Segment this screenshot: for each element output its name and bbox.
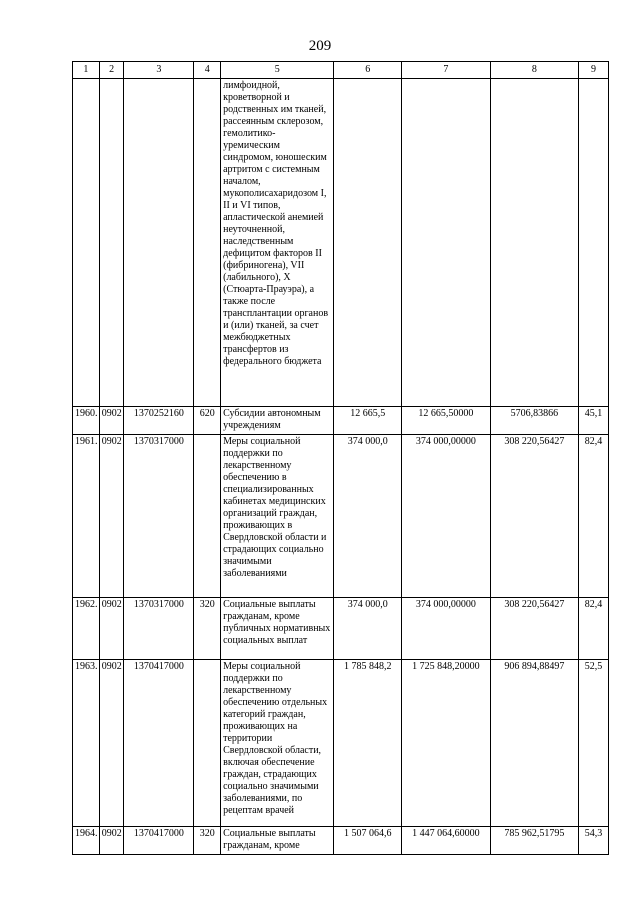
header-row bbox=[73, 62, 609, 79]
planned-amount: 1 785 848,2 bbox=[334, 660, 402, 827]
expense-type-code: 320 bbox=[194, 827, 221, 855]
expense-type-code: 620 bbox=[194, 407, 221, 435]
header-col-5: 5 bbox=[221, 62, 334, 79]
header-col-8: 8 bbox=[490, 62, 578, 79]
header-col-6: 6 bbox=[334, 62, 402, 79]
row-number: 1962. bbox=[73, 598, 100, 660]
page-number: 209 bbox=[308, 38, 332, 54]
planned-amount: 1 507 064,6 bbox=[334, 827, 402, 855]
executed-amount: 308 220,56427 bbox=[490, 435, 578, 598]
approved-amount: 1 447 064,60000 bbox=[402, 827, 490, 855]
row-number: 1960. bbox=[73, 407, 100, 435]
header-col-4: 4 bbox=[194, 62, 221, 79]
expense-type-code bbox=[194, 79, 221, 407]
execution-percent: 82,4 bbox=[579, 435, 609, 598]
item-name: Меры социальной поддержки по лекарственному обеспечению в специализированных кабинетах медицинских организаций граждан, проживающих в Свердловской области и страдающих социально значимыми заболеваниями bbox=[221, 435, 334, 598]
expense-type-code bbox=[194, 435, 221, 598]
row-number: 1961. bbox=[73, 435, 100, 598]
header-col-7: 7 bbox=[402, 62, 490, 79]
row-number: 1963. bbox=[73, 660, 100, 827]
table-row bbox=[73, 435, 609, 598]
planned-amount: 374 000,0 bbox=[334, 435, 402, 598]
executed-amount: 308 220,56427 bbox=[490, 598, 578, 660]
executed-amount: 785 962,51795 bbox=[490, 827, 578, 855]
section-code: 0902 bbox=[99, 598, 124, 660]
budget-table bbox=[72, 61, 609, 855]
item-name: Социальные выплаты гражданам, кроме bbox=[221, 827, 334, 855]
execution-percent: 54,3 bbox=[579, 827, 609, 855]
execution-percent: 52,5 bbox=[579, 660, 609, 827]
header-col-1: 1 bbox=[73, 62, 100, 79]
planned-amount bbox=[334, 79, 402, 407]
table-body bbox=[73, 79, 609, 855]
item-name: лимфоидной, кроветворной и родственных им тканей, рассеянным склерозом, гемолитико-уремическим синдромом, юношеским артритом с системным началом, мукополисахаридозом I, II и VI типов, апластической анемией неуточненной, наследственным дефицитом факторов II (фибриногена), VII (лабильного), X (Стюарта-Прауэра), а также после трансплантации органов и (или) тканей, за счет межбюджетных трансфертов из федерального бюджета bbox=[221, 79, 334, 407]
item-name: Меры социальной поддержки по лекарственному обеспечению отдельных категорий граждан, проживающих на территории Свердловской области, включая обеспечение граждан, страдающих социально значимыми заболеваниями, по рецептам врачей bbox=[221, 660, 334, 827]
target-article-code: 1370252160 bbox=[124, 407, 194, 435]
header-col-9: 9 bbox=[579, 62, 609, 79]
execution-percent: 45,1 bbox=[579, 407, 609, 435]
approved-amount: 374 000,00000 bbox=[402, 598, 490, 660]
header-col-3: 3 bbox=[124, 62, 194, 79]
execution-percent bbox=[579, 79, 609, 407]
table-row bbox=[73, 407, 609, 435]
row-number bbox=[73, 79, 100, 407]
section-code: 0902 bbox=[99, 660, 124, 827]
target-article-code: 1370317000 bbox=[124, 435, 194, 598]
executed-amount: 5706,83866 bbox=[490, 407, 578, 435]
item-name: Субсидии автономным учреждениям bbox=[221, 407, 334, 435]
section-code: 0902 bbox=[99, 827, 124, 855]
target-article-code: 1370317000 bbox=[124, 598, 194, 660]
expense-type-code bbox=[194, 660, 221, 827]
header-col-2: 2 bbox=[99, 62, 124, 79]
section-code: 0902 bbox=[99, 435, 124, 598]
table-header bbox=[73, 62, 609, 79]
target-article-code bbox=[124, 79, 194, 407]
planned-amount: 374 000,0 bbox=[334, 598, 402, 660]
table-row bbox=[73, 660, 609, 827]
approved-amount bbox=[402, 79, 490, 407]
row-number: 1964. bbox=[73, 827, 100, 855]
target-article-code: 1370417000 bbox=[124, 660, 194, 827]
approved-amount: 1 725 848,20000 bbox=[402, 660, 490, 827]
executed-amount bbox=[490, 79, 578, 407]
planned-amount: 12 665,5 bbox=[334, 407, 402, 435]
section-code: 0902 bbox=[99, 407, 124, 435]
item-name: Социальные выплаты гражданам, кроме публичных нормативных социальных выплат bbox=[221, 598, 334, 660]
approved-amount: 12 665,50000 bbox=[402, 407, 490, 435]
section-code bbox=[99, 79, 124, 407]
executed-amount: 906 894,88497 bbox=[490, 660, 578, 827]
target-article-code: 1370417000 bbox=[124, 827, 194, 855]
execution-percent: 82,4 bbox=[579, 598, 609, 660]
expense-type-code: 320 bbox=[194, 598, 221, 660]
approved-amount: 374 000,00000 bbox=[402, 435, 490, 598]
table-row bbox=[73, 827, 609, 855]
table-row bbox=[73, 79, 609, 407]
table-row bbox=[73, 598, 609, 660]
